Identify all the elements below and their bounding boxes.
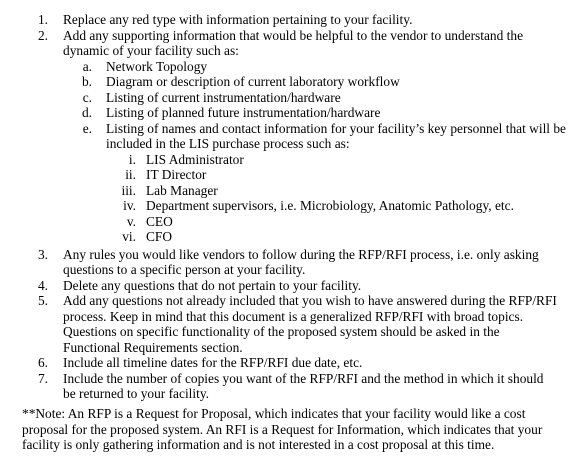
- roman-list-item-text: Lab Manager: [146, 182, 218, 198]
- list-item-text: Replace any red type with information pertaining to your facility.: [63, 12, 413, 27]
- list-marker: 2.: [37, 27, 48, 43]
- roman-list-item-text: CEO: [146, 213, 173, 229]
- roman-list-marker: iii.: [121, 182, 136, 198]
- list-item-text: Any rules you would like vendors to follow during the RFP/RFI process, i.e. only asking: [63, 246, 539, 262]
- roman-list-item-text: CFO: [146, 229, 173, 244]
- list-marker: 3.: [37, 246, 48, 262]
- roman-list-marker: iv.: [123, 198, 136, 213]
- roman-list-marker: ii.: [125, 167, 136, 182]
- sub-list-item-text: Diagram or description of current laboratory workflow: [106, 74, 400, 89]
- list-item-text: Include all timeline dates for the RFP/RFI due date, etc.: [63, 355, 363, 370]
- sub-list-item-text: Listing of current instrumentation/hardware: [106, 89, 341, 105]
- roman-list-item-text: Department supervisors, i.e. Microbiology, Anatomic Pathology, etc.: [146, 198, 514, 213]
- sub-list-marker: e.: [82, 120, 92, 136]
- list-marker: 4.: [37, 277, 48, 293]
- sub-list-marker: c.: [82, 89, 92, 105]
- sub-list-item-text: Listing of planned future instrumentation/hardware: [106, 105, 381, 120]
- list-item-text: Add any questions not already included that you wish to have answered during the RFP/RFI: [63, 293, 557, 308]
- list-marker: 5.: [37, 293, 48, 308]
- list-marker: 1.: [37, 12, 48, 27]
- list-marker: 7.: [37, 370, 48, 386]
- list-item-text: be returned to your facility.: [63, 386, 210, 401]
- note-text: facility is only gathering information and is not interested in a cost proposal at this time.: [22, 437, 495, 452]
- sub-list-item-text: included in the LIS purchase process such as:: [106, 136, 350, 151]
- list-marker: 6.: [37, 355, 48, 370]
- list-item-text: Add any supporting information that would be helpful to the vendor to understand the: [63, 27, 524, 43]
- sub-list-item-text: Network Topology: [106, 58, 208, 74]
- list-item-text: process. Keep in mind that this document is a generalized RFP/RFI with broad topics.: [63, 308, 524, 324]
- roman-list-marker: vi.: [122, 229, 136, 244]
- list-item-text: Delete any questions that do not pertain to your facility.: [63, 277, 362, 293]
- list-item-text: Questions on specific functionality of the proposed system should be asked in the: [63, 324, 500, 339]
- roman-list-marker: v.: [126, 213, 136, 229]
- list-item-text: Include the number of copies you want of the RFP/RFI and the method in which it should: [63, 370, 544, 386]
- roman-list-marker: i.: [128, 151, 136, 167]
- note-text: proposal for the proposed system. An RFI is a Request for Information, which indicates that your: [22, 421, 543, 437]
- sub-list-item-text: Listing of names and contact information for your facility’s key personnel that will be: [106, 120, 566, 136]
- sub-list-marker: d.: [81, 105, 92, 120]
- note-text: **Note: An RFP is a Request for Proposal, which indicates that your facility would like a cost: [22, 406, 526, 421]
- sub-list-marker: a.: [82, 58, 92, 74]
- list-item-text: questions to a specific person at your facility.: [63, 262, 306, 277]
- list-item-text: dynamic of your facility such as:: [63, 43, 239, 58]
- list-item-text: Functional Requirements section.: [63, 339, 243, 355]
- roman-list-item-text: IT Director: [146, 167, 207, 182]
- sub-list-marker: b.: [81, 74, 92, 89]
- roman-list-item-text: LIS Administrator: [146, 151, 244, 167]
